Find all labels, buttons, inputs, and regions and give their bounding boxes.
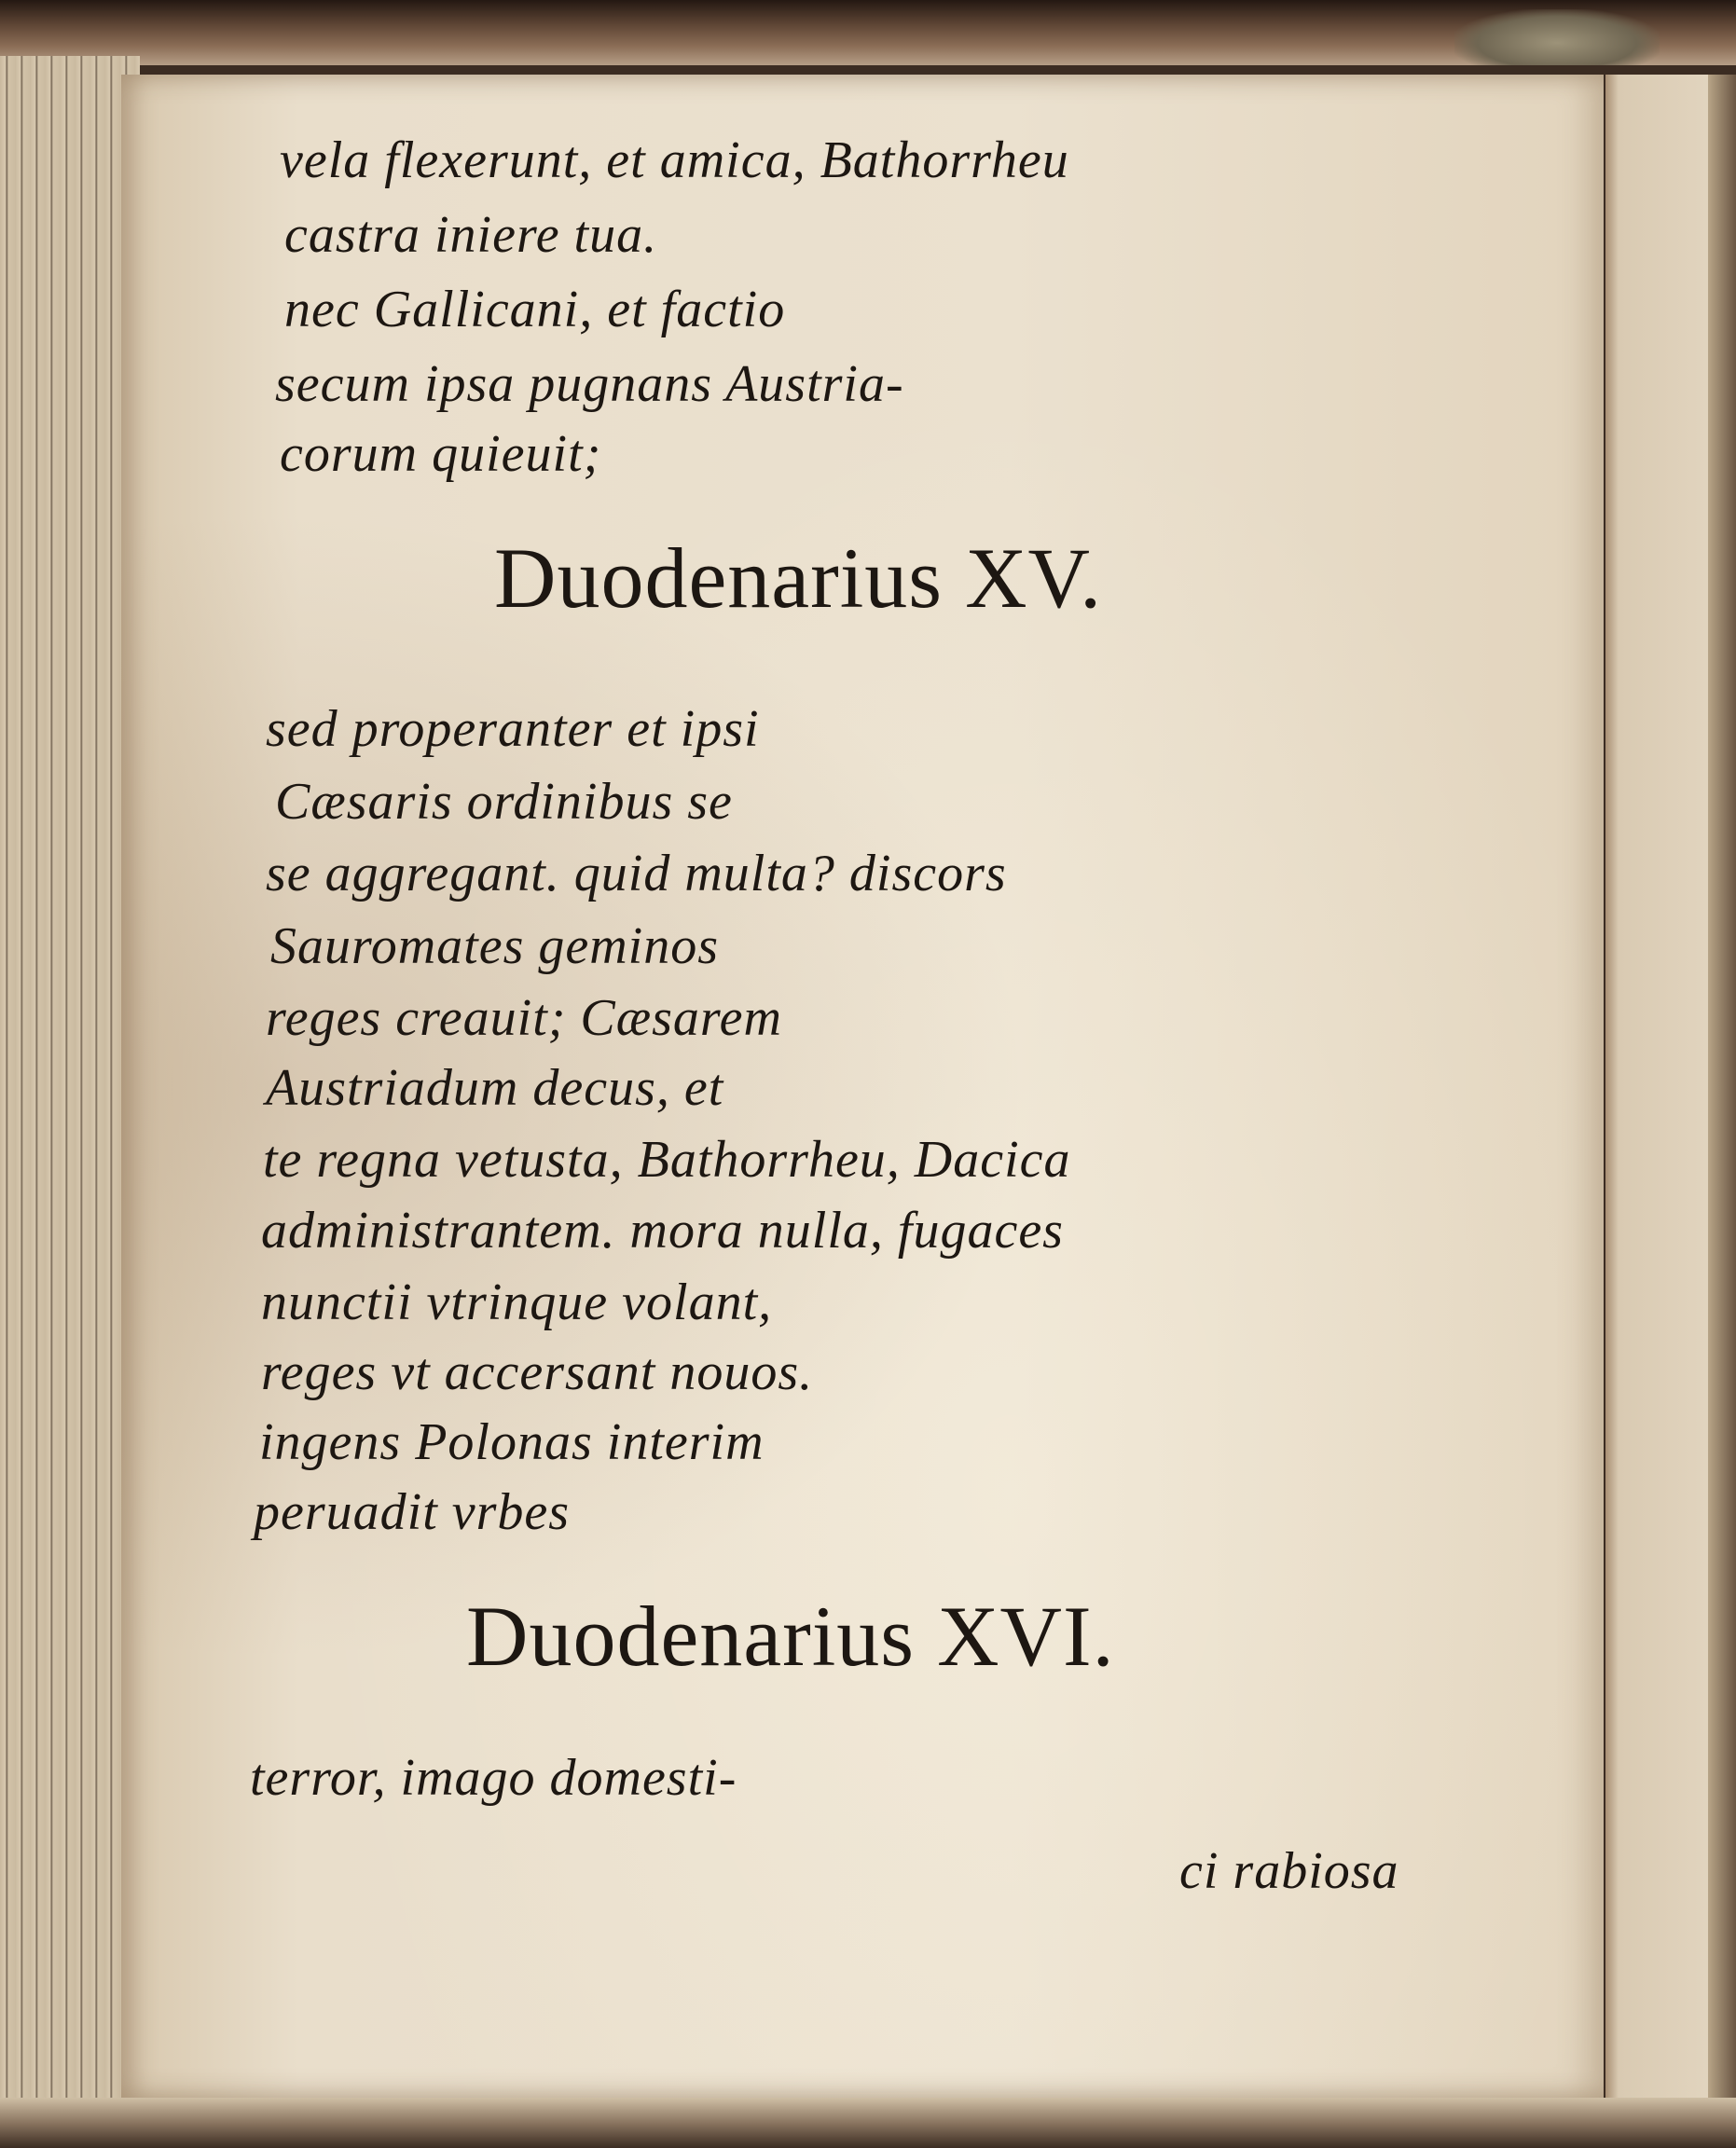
verse-line: corum quieuit;: [280, 425, 602, 483]
verse-line: sed properanter et ipsi: [266, 700, 760, 758]
verse-line: reges creauit; Cæsarem: [266, 989, 782, 1047]
verse-line: reges vt accersant nouos.: [261, 1343, 814, 1401]
verse-line: ingens Polonas interim: [259, 1413, 765, 1471]
verse-line: peruadit vrbes: [254, 1483, 571, 1541]
verse-line: secum ipsa pugnans Austria-: [275, 355, 904, 413]
verse-line: terror, imago domesti-: [250, 1749, 737, 1807]
verse-line: vela flexerunt, et amica, Bathorrheu: [280, 131, 1069, 189]
verse-line: Austriadum decus, et: [266, 1059, 724, 1117]
verse-line: te regna vetusta, Bathorrheu, Dacica: [263, 1131, 1071, 1189]
catchword: ci rabiosa: [1179, 1842, 1399, 1900]
verse-line: castra iniere tua.: [284, 206, 658, 264]
verse-line: nec Gallicani, et factio: [284, 281, 786, 338]
section-heading: Duodenarius XVI.: [466, 1589, 1115, 1684]
verse-line: nunctii vtrinque volant,: [261, 1274, 773, 1331]
verse-line: se aggregant. quid multa? discors: [266, 845, 1007, 902]
verse-line: Cæsaris ordinibus se: [275, 773, 733, 831]
verse-line: Sauromates geminos: [270, 917, 720, 975]
verse-line: administrantem. mora nulla, fugaces: [261, 1202, 1064, 1260]
section-heading: Duodenarius XV.: [494, 530, 1103, 626]
